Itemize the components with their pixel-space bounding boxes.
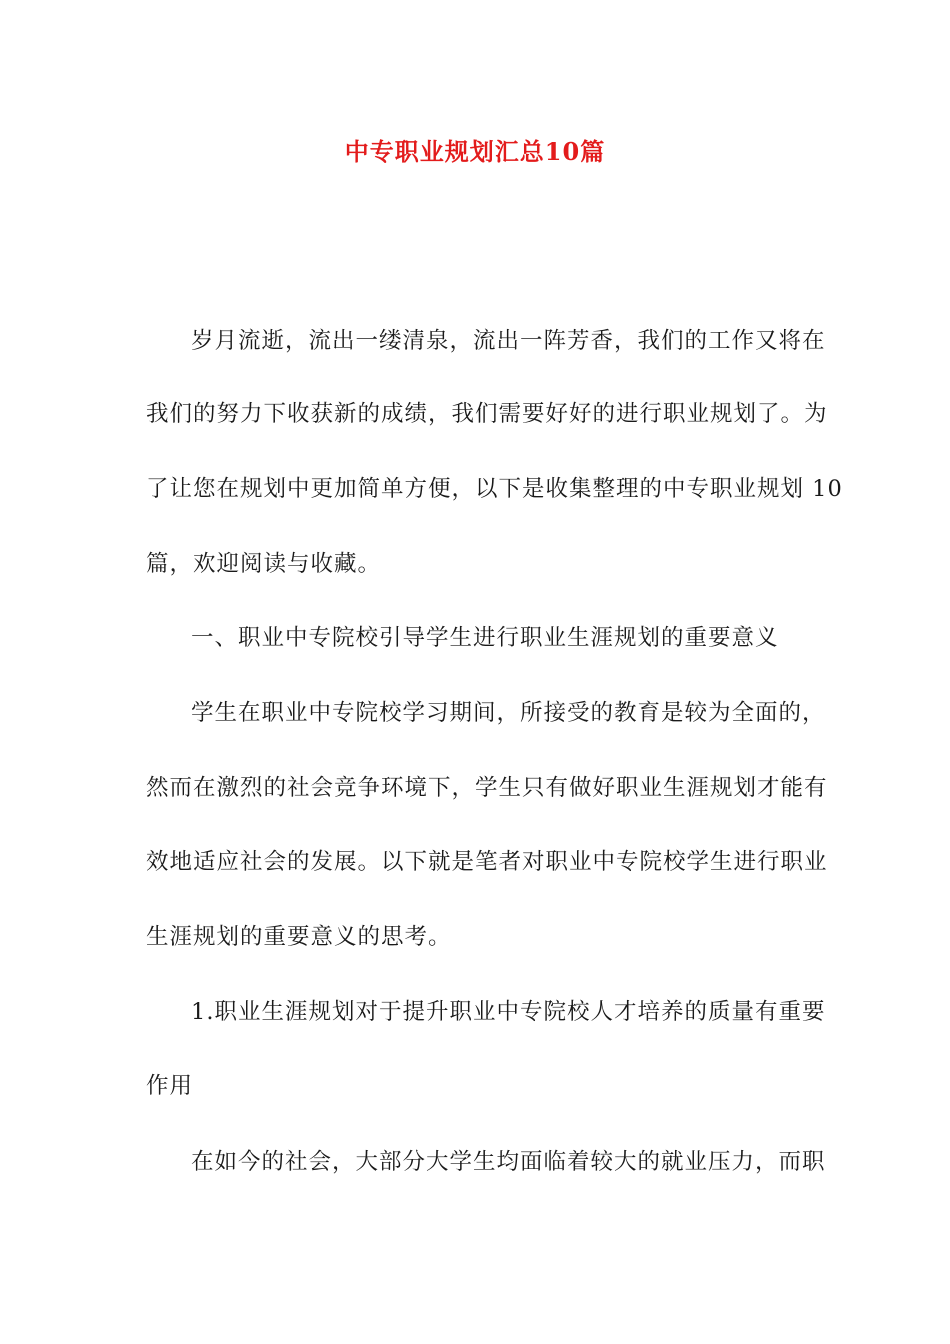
paragraph-line: 学生在职业中专院校学习期间，所接受的教育是较为全面的，: [191, 700, 826, 726]
paragraph-line: 了让您在规划中更加简单方便，以下是收集整理的中专职业规划 10: [146, 476, 843, 502]
subheading-line: 1.职业生涯规划对于提升职业中专院校人才培养的质量有重要: [191, 999, 826, 1025]
paragraph-line: 岁月流逝，流出一缕清泉，流出一阵芳香，我们的工作又将在: [191, 328, 826, 354]
subheading-line: 作用: [146, 1073, 194, 1099]
paragraph-line: 生涯规划的重要意义的思考。: [146, 924, 452, 950]
paragraph-line: 我们的努力下收获新的成绩，我们需要好好的进行职业规划了。为: [146, 401, 828, 427]
paragraph-line: 效地适应社会的发展。以下就是笔者对职业中专院校学生进行职业: [146, 849, 828, 875]
paragraph-line: 在如今的社会，大部分大学生均面临着较大的就业压力，而职: [191, 1149, 826, 1175]
document-title: 中专职业规划汇总10篇: [344, 137, 606, 166]
paragraph-line: 然而在激烈的社会竞争环境下，学生只有做好职业生涯规划才能有: [146, 775, 828, 801]
paragraph-line: 篇，欢迎阅读与收藏。: [146, 551, 382, 577]
section-heading: 一、职业中专院校引导学生进行职业生涯规划的重要意义: [191, 625, 779, 651]
